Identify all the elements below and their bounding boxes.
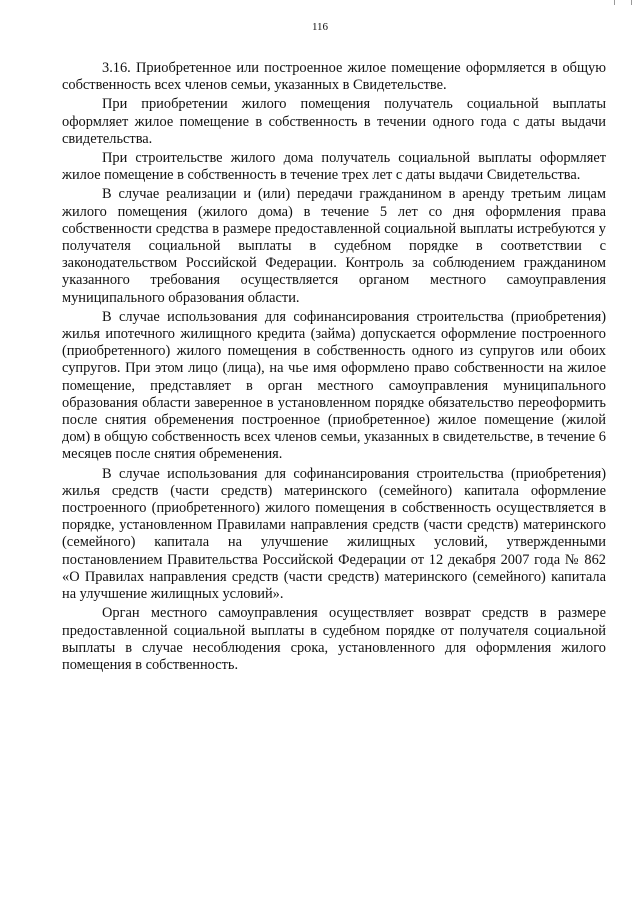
- paragraph: В случае использования для софинансирования строительства (приобретения) жилья ипотечного жилищного кредита (займа) допускается оформление построенного (приобретенного) жилого помещения в собственность одного из супругов или обоих супругов. При этом лицо (лица), на чье имя оформлено право собственности на жилое помещение, представляет в орган местного самоуправления муниципального образования области заверенное в установленном порядке обязательство переоформить после снятия обременения построенное (приобретенное) жилое помещение (жилой дом) в общую собственность всех членов семьи, указанных в свидетельстве, в течение 6 месяцев после снятия обременения.: [62, 308, 606, 463]
- paragraph: При приобретении жилого помещения получатель социальной выплаты оформляет жилое помещение в собственность в течении одного года с даты выдачи свидетельства.: [62, 96, 606, 147]
- paragraph: Орган местного самоуправления осуществляет возврат средств в размере предоставленной социальной выплаты в судебном порядке от получателя социальной выплаты в случае несоблюдения срока, установленного для оформления жилого помещения в собственность.: [62, 605, 606, 673]
- paragraph: При строительстве жилого дома получатель социальной выплаты оформляет жилое помещение в собственность в течение трех лет с даты выдачи Свидетельства.: [62, 150, 606, 184]
- body-text: [62, 60, 606, 676]
- paragraph: В случае использования для софинансирования строительства (приобретения) жилья средств (части средств) материнского (семейного) капитала оформление построенного (приобретенного) жилого помещения в собственность осуществляется в порядке, установленном Правилами направления средств (части средств) материнского (семейного) капитала на улучшение жилищных условий, утвержденными постановлением Правительства Российской Федерации от 12 декабря 2007 года № 862 «О Правилах направления средств (части средств) материнского (семейного) капитала на улучшение жилищных условий».: [62, 465, 606, 603]
- paragraph: 3.16. Приобретенное или построенное жилое помещение оформляется в общую собственность всех членов семьи, указанных в Свидетельстве.: [62, 60, 606, 94]
- page-number: 116: [311, 21, 329, 33]
- corner-mark: [614, 0, 632, 5]
- paragraph: В случае реализации и (или) передачи гражданином в аренду третьим лицам жилого помещения (жилого дома) в течение 5 лет со дня оформления права собственности средства в размере предоставленной социальной выплаты истребуются у получателя социальной выплаты в судебном порядке в соответствии с законодательством Российской Федерации. Контроль за соблюдением гражданином указанного требования осуществляется органом местного самоуправления муниципального образования области.: [62, 186, 606, 306]
